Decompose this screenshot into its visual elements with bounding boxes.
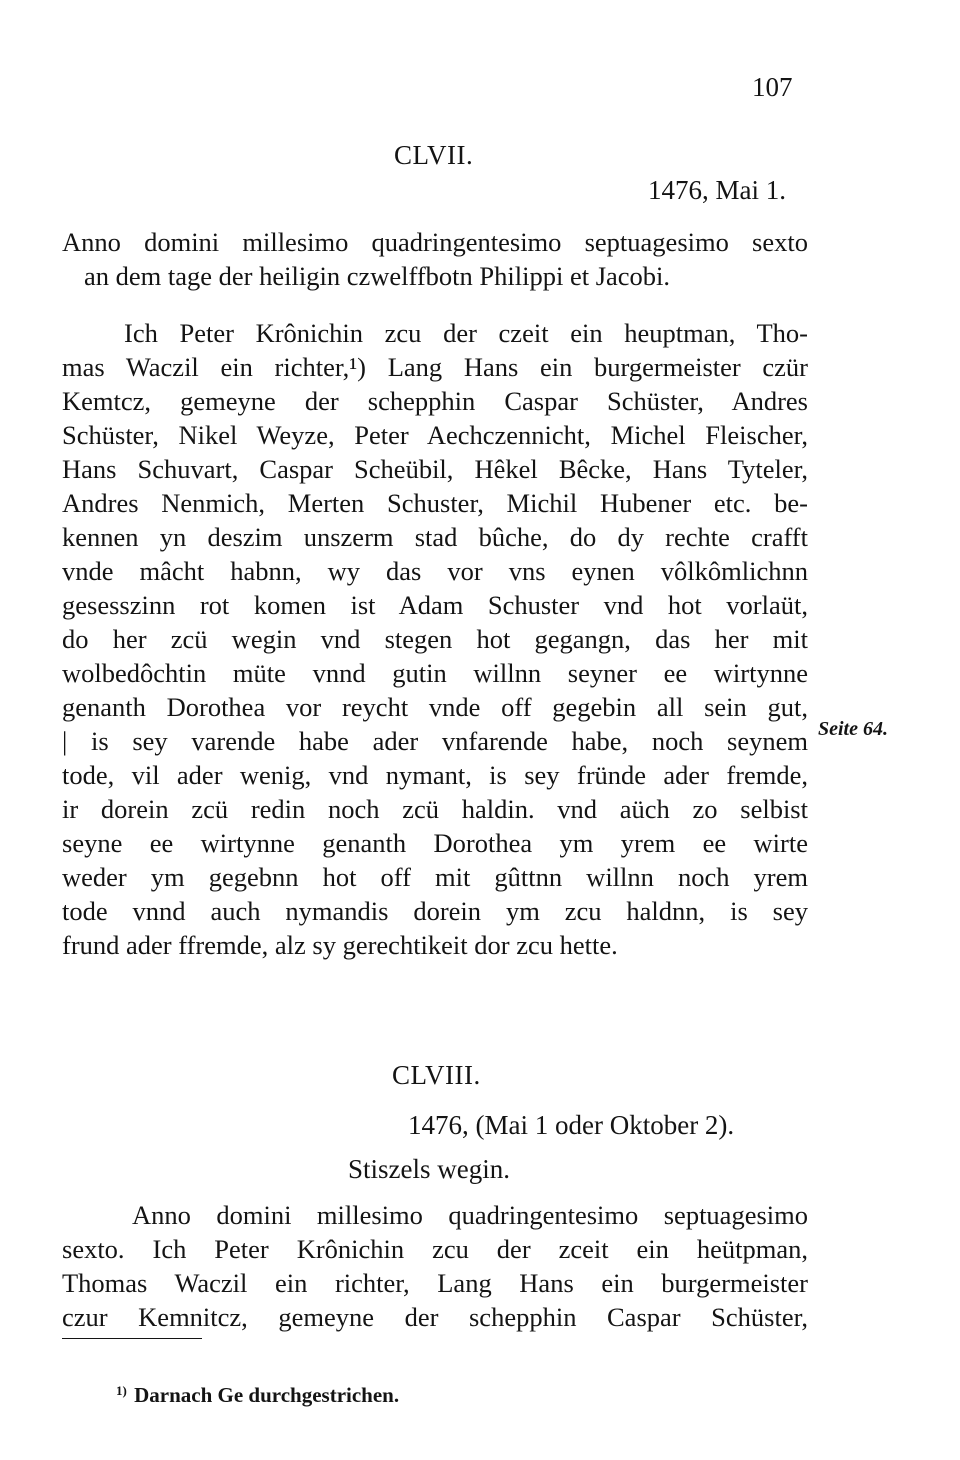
body-line: Thomas Waczil ein richter, Lang Hans ein burgermeister [62,1268,808,1298]
footnote-marker: 1) [116,1383,127,1398]
body-line: weder ym gegebnn hot off mit gûttnn willnn noch yrem [62,862,808,892]
body-line: Schüster, Nikel Weyze, Peter Aechczennicht, Michel Fleischer, [62,420,808,450]
body-line: Kemtcz, gemeyne der schepphin Caspar Schüster, Andres [62,386,808,416]
page-number: 107 [752,72,793,102]
body-line: Anno domini millesimo quadringentesimo septuagesimo [132,1200,808,1230]
section-date-clvii: 1476, Mai 1. [648,175,786,205]
body-line: kennen yn deszim unszerm stad bûche, do dy rechte crafft [62,522,808,552]
body-line: mas Waczil ein richter,¹) Lang Hans ein burgermeister czür [62,352,808,382]
body-line: wolbedôchtin müte vnnd gutin willnn seyner ee wirtynne [62,658,808,688]
body-line: gesesszinn rot komen ist Adam Schuster vnd hot vorlaüt, [62,590,808,620]
section-subtitle: Stiszels wegin. [348,1154,510,1184]
body-line: czur Kemnitcz, gemeyne der schepphin Caspar Schüster, [62,1302,808,1332]
body-line: do her zcü wegin vnd stegen hot gegangn, das her mit [62,624,808,654]
footnote-divider [62,1338,202,1339]
body-line: sexto. Ich Peter Krônichin zcu der zceit ein heütpman, [62,1234,808,1264]
section-date-clviii: 1476, (Mai 1 oder Oktober 2). [408,1110,735,1140]
body-line: vnde mâcht habnn, wy das vor vns eynen vôlkômlichnn [62,556,808,586]
margin-note-page-ref: Seite 64. [818,718,888,740]
footnote [116,1383,399,1408]
body-line: Hans Schuvart, Caspar Scheübil, Hêkel Bêcke, Hans Tyteler, [62,454,808,484]
body-line: Ich Peter Krônichin zcu der czeit ein heuptman, Tho- [124,318,808,348]
footnote-text: Darnach Ge durchgestrichen. [134,1383,400,1407]
body-line: genanth Dorothea vor reycht vnde off gegebin all sein gut, [62,692,808,722]
section-number-clviii: CLVIII. [392,1060,481,1090]
preamble-line: an dem tage der heiligin czwelffbotn Philippi et Jacobi. [84,261,671,291]
body-line: Andres Nenmich, Merten Schuster, Michil Hubener etc. be- [62,488,808,518]
body-line: tode, vil ader wenig, vnd nymant, is sey fründe ader fremde, [62,760,808,790]
body-line: frund ader ffremde, alz sy gerechtikeit dor zcu hette. [62,930,618,960]
preamble-line: Anno domini millesimo quadringentesimo septuagesimo sexto [62,227,808,257]
body-line: ir dorein zcü redin noch zcü haldin. vnd aüch zo selbist [62,794,808,824]
body-line: seyne ee wirtynne genanth Dorothea ym yrem ee wirte [62,828,808,858]
section-number-clvii: CLVII. [394,140,474,170]
body-line: | is sey varende habe ader vnfarende habe, noch seynem [62,726,808,756]
body-line: tode vnnd auch nymandis dorein ym zcu haldnn, is sey [62,896,808,926]
